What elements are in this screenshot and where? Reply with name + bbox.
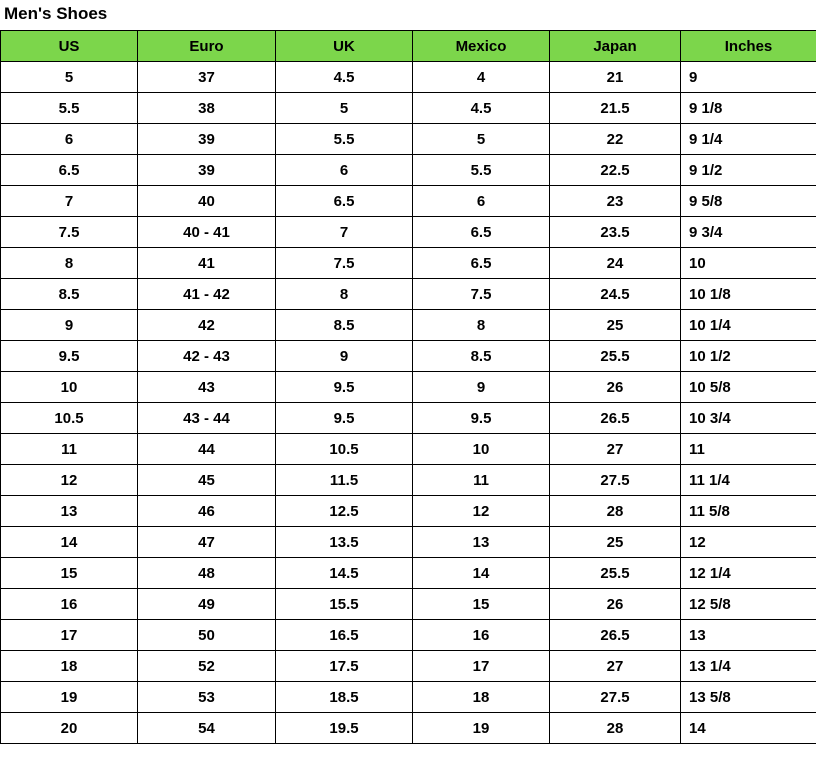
cell-uk: 4.5 xyxy=(276,62,413,93)
cell-us: 15 xyxy=(1,558,138,589)
cell-uk: 16.5 xyxy=(276,620,413,651)
cell-uk: 19.5 xyxy=(276,713,413,744)
cell-japan: 27.5 xyxy=(550,465,681,496)
cell-inches: 10 5/8 xyxy=(681,372,816,403)
table-row xyxy=(1,310,816,341)
cell-us: 5 xyxy=(1,62,138,93)
cell-japan: 21.5 xyxy=(550,93,681,124)
cell-inches: 10 xyxy=(681,248,816,279)
cell-mexico: 16 xyxy=(413,620,550,651)
cell-japan: 26 xyxy=(550,589,681,620)
cell-inches: 12 5/8 xyxy=(681,589,816,620)
column-header-us: US xyxy=(1,31,138,62)
cell-inches: 9 xyxy=(681,62,816,93)
cell-mexico: 9.5 xyxy=(413,403,550,434)
cell-us: 7.5 xyxy=(1,217,138,248)
cell-uk: 9 xyxy=(276,341,413,372)
cell-us: 9 xyxy=(1,310,138,341)
cell-mexico: 10 xyxy=(413,434,550,465)
cell-euro: 45 xyxy=(138,465,276,496)
cell-euro: 41 xyxy=(138,248,276,279)
cell-mexico: 14 xyxy=(413,558,550,589)
cell-euro: 52 xyxy=(138,651,276,682)
cell-japan: 26.5 xyxy=(550,620,681,651)
cell-inches: 9 5/8 xyxy=(681,186,816,217)
cell-us: 17 xyxy=(1,620,138,651)
table-row xyxy=(1,403,816,434)
cell-japan: 22.5 xyxy=(550,155,681,186)
cell-mexico: 17 xyxy=(413,651,550,682)
cell-inches: 14 xyxy=(681,713,816,744)
cell-mexico: 12 xyxy=(413,496,550,527)
table-row xyxy=(1,527,816,558)
table-row xyxy=(1,372,816,403)
cell-euro: 47 xyxy=(138,527,276,558)
column-header-inches: Inches xyxy=(681,31,816,62)
cell-japan: 23 xyxy=(550,186,681,217)
cell-euro: 44 xyxy=(138,434,276,465)
cell-us: 6.5 xyxy=(1,155,138,186)
cell-inches: 13 5/8 xyxy=(681,682,816,713)
cell-mexico: 4.5 xyxy=(413,93,550,124)
cell-mexico: 8.5 xyxy=(413,341,550,372)
cell-uk: 8.5 xyxy=(276,310,413,341)
cell-euro: 53 xyxy=(138,682,276,713)
cell-uk: 8 xyxy=(276,279,413,310)
cell-inches: 13 1/4 xyxy=(681,651,816,682)
shoe-size-table xyxy=(0,30,816,744)
cell-inches: 11 1/4 xyxy=(681,465,816,496)
cell-us: 20 xyxy=(1,713,138,744)
cell-uk: 9.5 xyxy=(276,372,413,403)
table-row xyxy=(1,279,816,310)
cell-inches: 10 1/4 xyxy=(681,310,816,341)
cell-euro: 54 xyxy=(138,713,276,744)
cell-euro: 39 xyxy=(138,155,276,186)
table-row xyxy=(1,496,816,527)
cell-japan: 25 xyxy=(550,310,681,341)
table-row xyxy=(1,558,816,589)
cell-uk: 5 xyxy=(276,93,413,124)
cell-mexico: 6.5 xyxy=(413,248,550,279)
column-header-mexico: Mexico xyxy=(413,31,550,62)
table-header xyxy=(1,31,816,62)
cell-japan: 28 xyxy=(550,713,681,744)
table-row xyxy=(1,186,816,217)
cell-us: 8.5 xyxy=(1,279,138,310)
table-row xyxy=(1,217,816,248)
table-row xyxy=(1,651,816,682)
cell-japan: 22 xyxy=(550,124,681,155)
cell-us: 11 xyxy=(1,434,138,465)
cell-japan: 25.5 xyxy=(550,558,681,589)
cell-mexico: 5.5 xyxy=(413,155,550,186)
cell-mexico: 15 xyxy=(413,589,550,620)
table-row xyxy=(1,341,816,372)
cell-japan: 26 xyxy=(550,372,681,403)
cell-japan: 25.5 xyxy=(550,341,681,372)
cell-mexico: 6 xyxy=(413,186,550,217)
cell-mexico: 7.5 xyxy=(413,279,550,310)
cell-inches: 12 1/4 xyxy=(681,558,816,589)
cell-inches: 10 1/2 xyxy=(681,341,816,372)
cell-euro: 43 xyxy=(138,372,276,403)
cell-uk: 6 xyxy=(276,155,413,186)
cell-japan: 27 xyxy=(550,434,681,465)
cell-inches: 12 xyxy=(681,527,816,558)
cell-us: 14 xyxy=(1,527,138,558)
cell-inches: 9 1/4 xyxy=(681,124,816,155)
cell-euro: 39 xyxy=(138,124,276,155)
table-row xyxy=(1,713,816,744)
column-header-japan: Japan xyxy=(550,31,681,62)
cell-mexico: 5 xyxy=(413,124,550,155)
cell-euro: 49 xyxy=(138,589,276,620)
cell-uk: 12.5 xyxy=(276,496,413,527)
cell-euro: 41 - 42 xyxy=(138,279,276,310)
cell-mexico: 4 xyxy=(413,62,550,93)
table-row xyxy=(1,465,816,496)
cell-us: 18 xyxy=(1,651,138,682)
cell-japan: 25 xyxy=(550,527,681,558)
table-row xyxy=(1,155,816,186)
cell-uk: 17.5 xyxy=(276,651,413,682)
cell-us: 5.5 xyxy=(1,93,138,124)
cell-us: 9.5 xyxy=(1,341,138,372)
cell-us: 7 xyxy=(1,186,138,217)
cell-uk: 9.5 xyxy=(276,403,413,434)
cell-japan: 24.5 xyxy=(550,279,681,310)
cell-euro: 50 xyxy=(138,620,276,651)
cell-mexico: 11 xyxy=(413,465,550,496)
cell-uk: 7 xyxy=(276,217,413,248)
cell-uk: 18.5 xyxy=(276,682,413,713)
cell-us: 12 xyxy=(1,465,138,496)
table-row xyxy=(1,620,816,651)
table-row xyxy=(1,62,816,93)
cell-japan: 28 xyxy=(550,496,681,527)
table-row xyxy=(1,93,816,124)
cell-japan: 27 xyxy=(550,651,681,682)
cell-inches: 9 1/2 xyxy=(681,155,816,186)
cell-inches: 13 xyxy=(681,620,816,651)
cell-euro: 42 - 43 xyxy=(138,341,276,372)
table-row xyxy=(1,589,816,620)
cell-inches: 11 5/8 xyxy=(681,496,816,527)
cell-japan: 23.5 xyxy=(550,217,681,248)
cell-euro: 40 xyxy=(138,186,276,217)
cell-uk: 6.5 xyxy=(276,186,413,217)
cell-inches: 9 1/8 xyxy=(681,93,816,124)
table-row xyxy=(1,248,816,279)
column-header-euro: Euro xyxy=(138,31,276,62)
cell-inches: 10 1/8 xyxy=(681,279,816,310)
cell-mexico: 13 xyxy=(413,527,550,558)
cell-japan: 21 xyxy=(550,62,681,93)
cell-uk: 13.5 xyxy=(276,527,413,558)
cell-us: 19 xyxy=(1,682,138,713)
cell-mexico: 6.5 xyxy=(413,217,550,248)
cell-euro: 42 xyxy=(138,310,276,341)
cell-euro: 48 xyxy=(138,558,276,589)
page-title: Men's Shoes xyxy=(4,4,108,23)
cell-us: 10.5 xyxy=(1,403,138,434)
cell-uk: 14.5 xyxy=(276,558,413,589)
cell-us: 16 xyxy=(1,589,138,620)
cell-mexico: 8 xyxy=(413,310,550,341)
cell-euro: 37 xyxy=(138,62,276,93)
cell-mexico: 19 xyxy=(413,713,550,744)
cell-mexico: 18 xyxy=(413,682,550,713)
table-row xyxy=(1,434,816,465)
cell-inches: 11 xyxy=(681,434,816,465)
cell-inches: 9 3/4 xyxy=(681,217,816,248)
cell-us: 13 xyxy=(1,496,138,527)
column-header-uk: UK xyxy=(276,31,413,62)
cell-japan: 27.5 xyxy=(550,682,681,713)
cell-euro: 43 - 44 xyxy=(138,403,276,434)
cell-uk: 7.5 xyxy=(276,248,413,279)
cell-uk: 10.5 xyxy=(276,434,413,465)
cell-euro: 40 - 41 xyxy=(138,217,276,248)
cell-us: 10 xyxy=(1,372,138,403)
cell-mexico: 9 xyxy=(413,372,550,403)
cell-us: 6 xyxy=(1,124,138,155)
table-row xyxy=(1,682,816,713)
table-header-row xyxy=(1,31,816,62)
cell-euro: 38 xyxy=(138,93,276,124)
table-body xyxy=(1,62,816,744)
cell-uk: 15.5 xyxy=(276,589,413,620)
cell-japan: 26.5 xyxy=(550,403,681,434)
cell-inches: 10 3/4 xyxy=(681,403,816,434)
table-row xyxy=(1,124,816,155)
cell-japan: 24 xyxy=(550,248,681,279)
cell-uk: 5.5 xyxy=(276,124,413,155)
cell-us: 8 xyxy=(1,248,138,279)
cell-uk: 11.5 xyxy=(276,465,413,496)
cell-euro: 46 xyxy=(138,496,276,527)
